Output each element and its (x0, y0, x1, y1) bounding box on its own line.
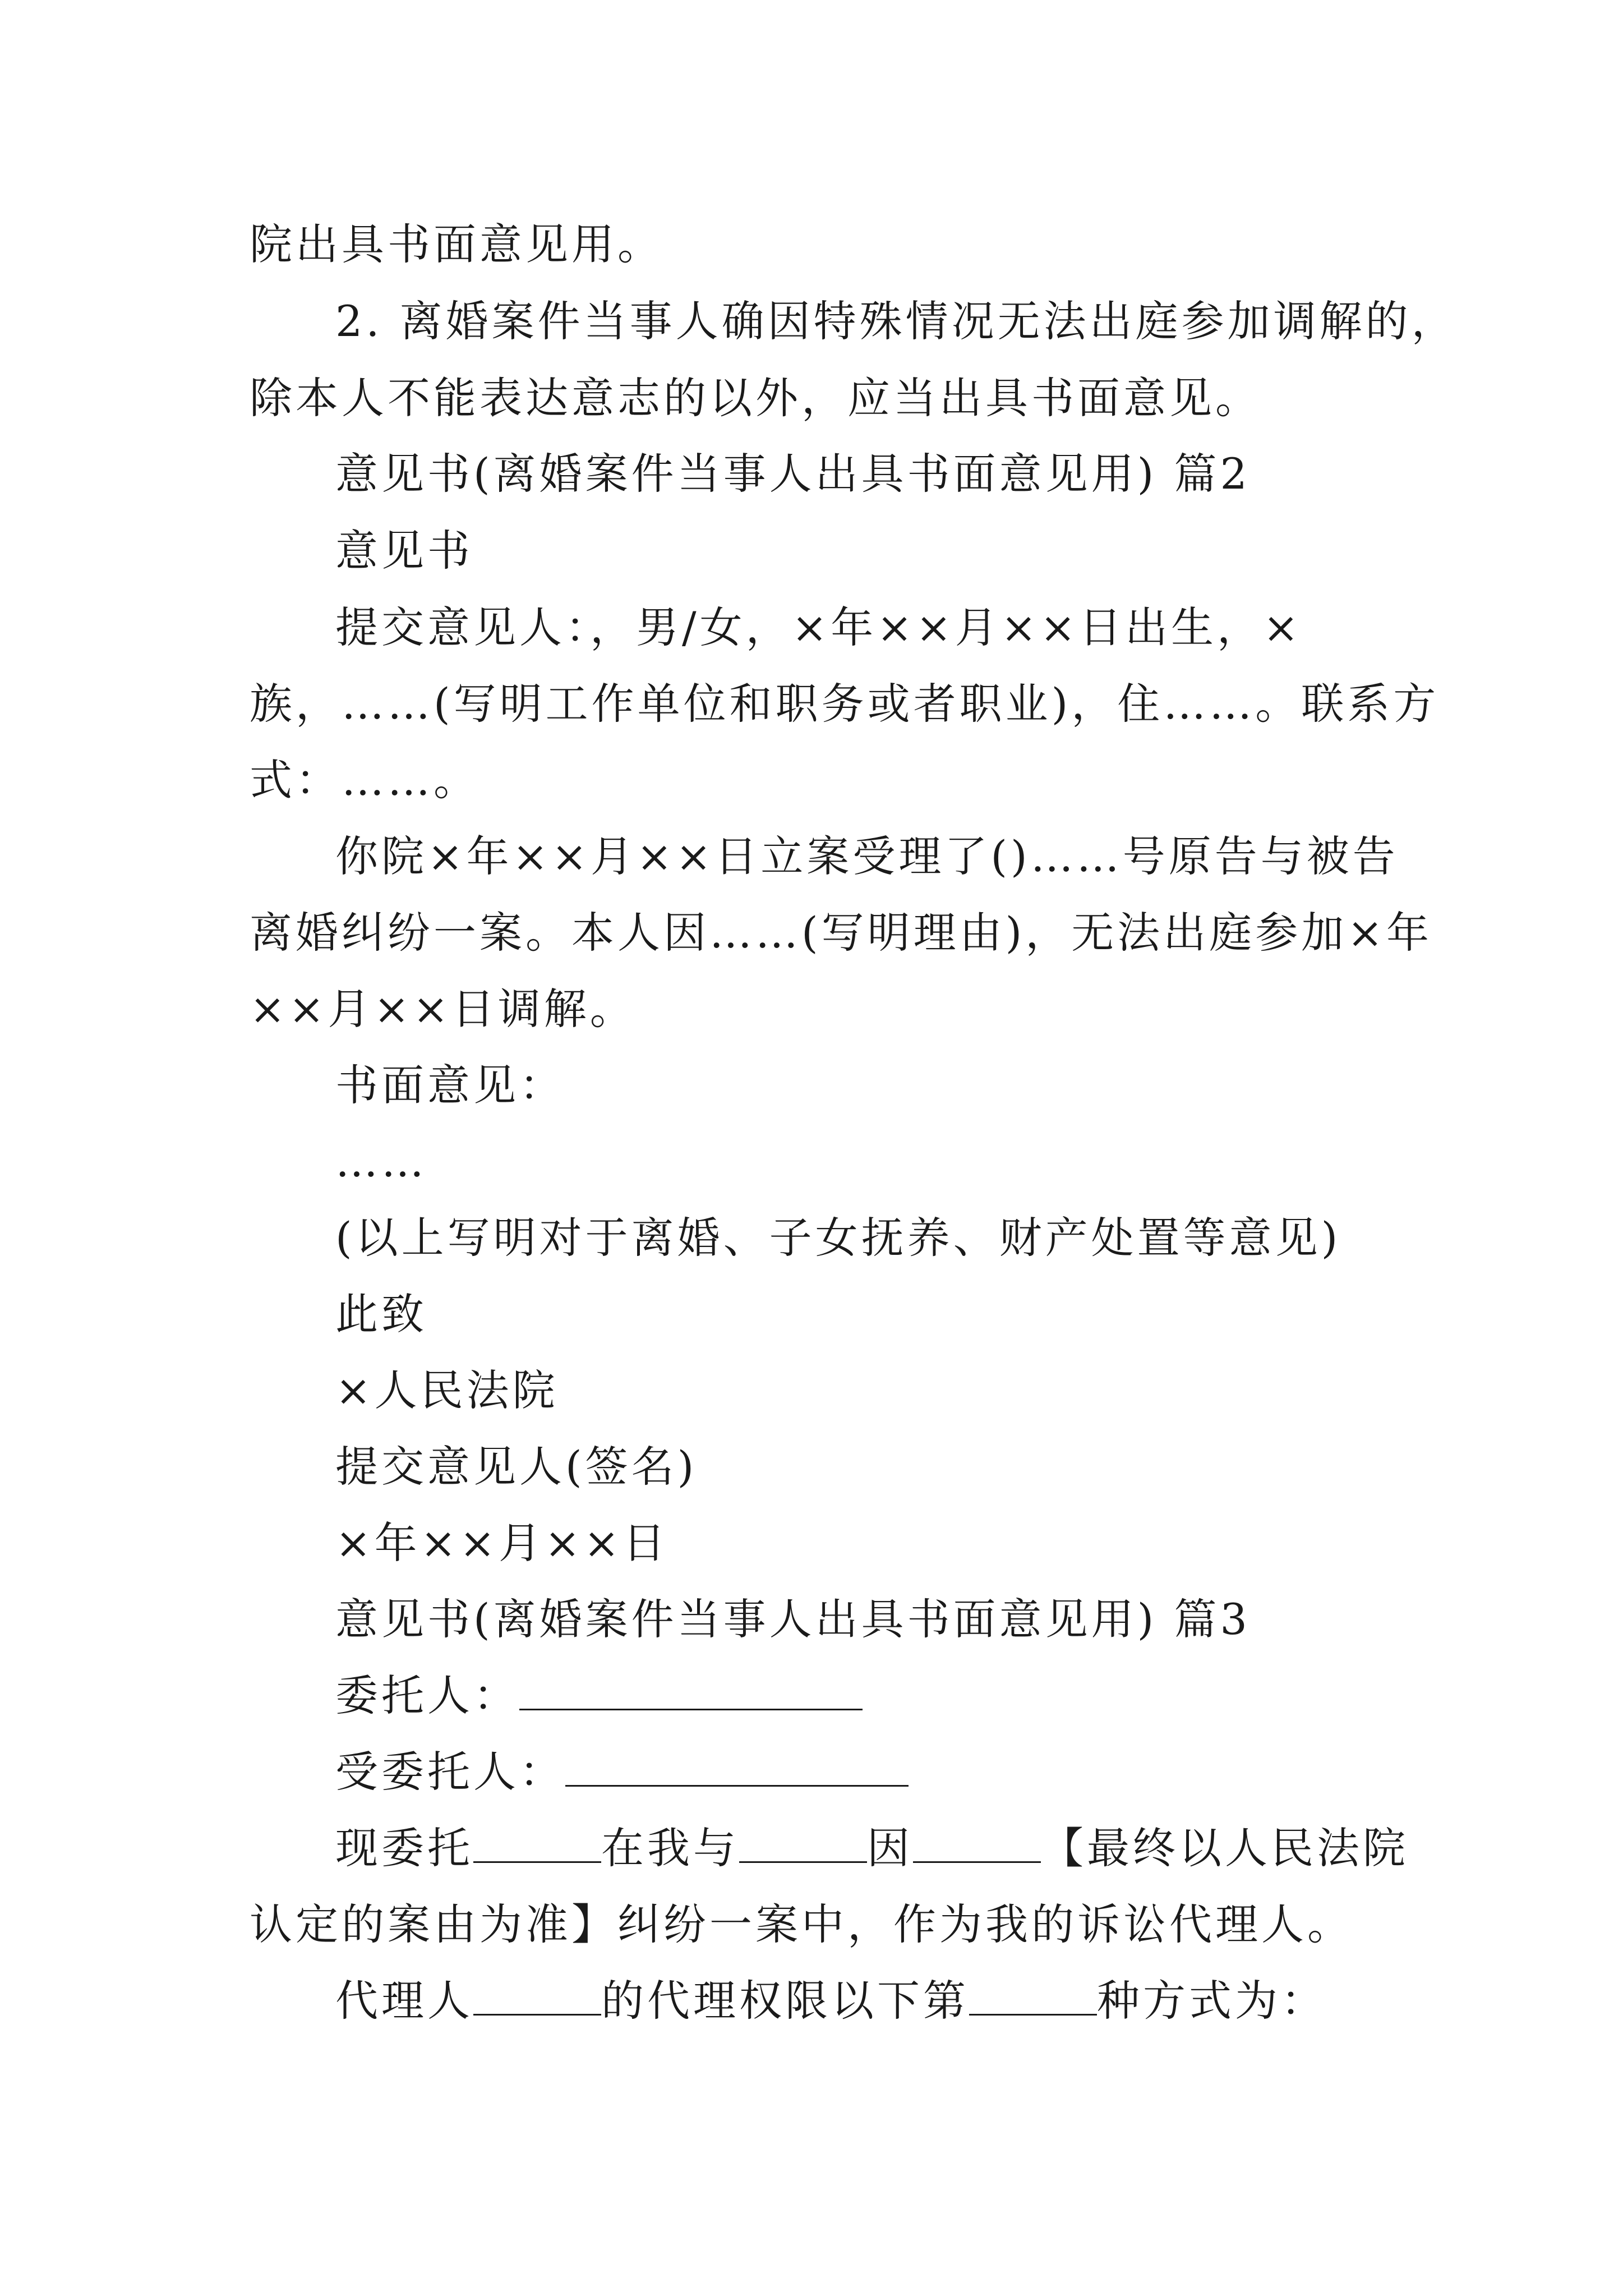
paragraph-line: 族，……(写明工作单位和职务或者职业)，住……。联系方 (250, 679, 1440, 729)
entrust-party-blank[interactable] (739, 1828, 867, 1863)
paragraph-line: 2. 离婚案件当事人确因特殊情况无法出庭参加调解的， (335, 296, 1458, 346)
agent-blank[interactable] (565, 1751, 909, 1787)
entrust-text: 因 (867, 1823, 913, 1873)
paragraph-line: 你院×年××月××日立案受理了()……号原告与被告 (335, 831, 1399, 881)
paragraph-line: 院出具书面意见用。 (250, 219, 663, 269)
client-blank[interactable] (519, 1675, 863, 1710)
document-title: 意见书 (335, 526, 473, 576)
entrust-cause-blank[interactable] (913, 1828, 1041, 1863)
client-line (335, 1671, 863, 1720)
section-heading: 意见书(离婚案件当事人出具书面意见用) 篇2 (335, 449, 1251, 499)
authority-line (335, 1976, 1327, 2026)
client-label: 委托人： (335, 1671, 519, 1720)
authority-option-blank[interactable] (969, 1980, 1097, 2016)
authority-text: 的代理权限以下第 (601, 1976, 969, 2026)
paragraph-line: 此致 (335, 1289, 427, 1339)
paragraph-line: 式：……。 (250, 755, 479, 805)
entrust-line (335, 1823, 1409, 1873)
authority-text: 代理人 (335, 1976, 473, 2026)
paragraph-line: 除本人不能表达意志的以外，应当出具书面意见。 (250, 373, 1261, 423)
entrust-text: 在我与 (601, 1823, 739, 1873)
agent-label: 受委托人： (335, 1747, 565, 1797)
paragraph-line: 提交意见人(签名) (335, 1442, 698, 1492)
paragraph-line: 提交意见人：，男/女，×年××月××日出生，× (335, 602, 1302, 652)
entrust-agent-blank[interactable] (473, 1828, 601, 1863)
paragraph-line: ×年××月××日 (335, 1518, 669, 1568)
entrust-text: 【最终以人民法院 (1041, 1823, 1409, 1873)
paragraph-line: 离婚纠纷一案。本人因……(写明理由)，无法出庭参加×年 (250, 908, 1432, 958)
paragraph-line: 认定的案由为准】纠纷一案中，作为我的诉讼代理人。 (250, 1899, 1353, 1949)
authority-text: 种方式为： (1097, 1976, 1327, 2026)
paragraph-line: …… (335, 1137, 427, 1186)
authority-agent-blank[interactable] (473, 1980, 601, 2016)
paragraph-line: ××月××日调解。 (250, 984, 636, 1034)
agent-line (335, 1747, 909, 1797)
paragraph-line: 书面意见： (335, 1060, 565, 1110)
paragraph-line: ×人民法院 (335, 1365, 559, 1415)
section-heading: 意见书(离婚案件当事人出具书面意见用) 篇3 (335, 1594, 1251, 1644)
entrust-text: 现委托 (335, 1823, 473, 1873)
paragraph-line: (以上写明对于离婚、子女抚养、财产处置等意见) (335, 1213, 1341, 1263)
